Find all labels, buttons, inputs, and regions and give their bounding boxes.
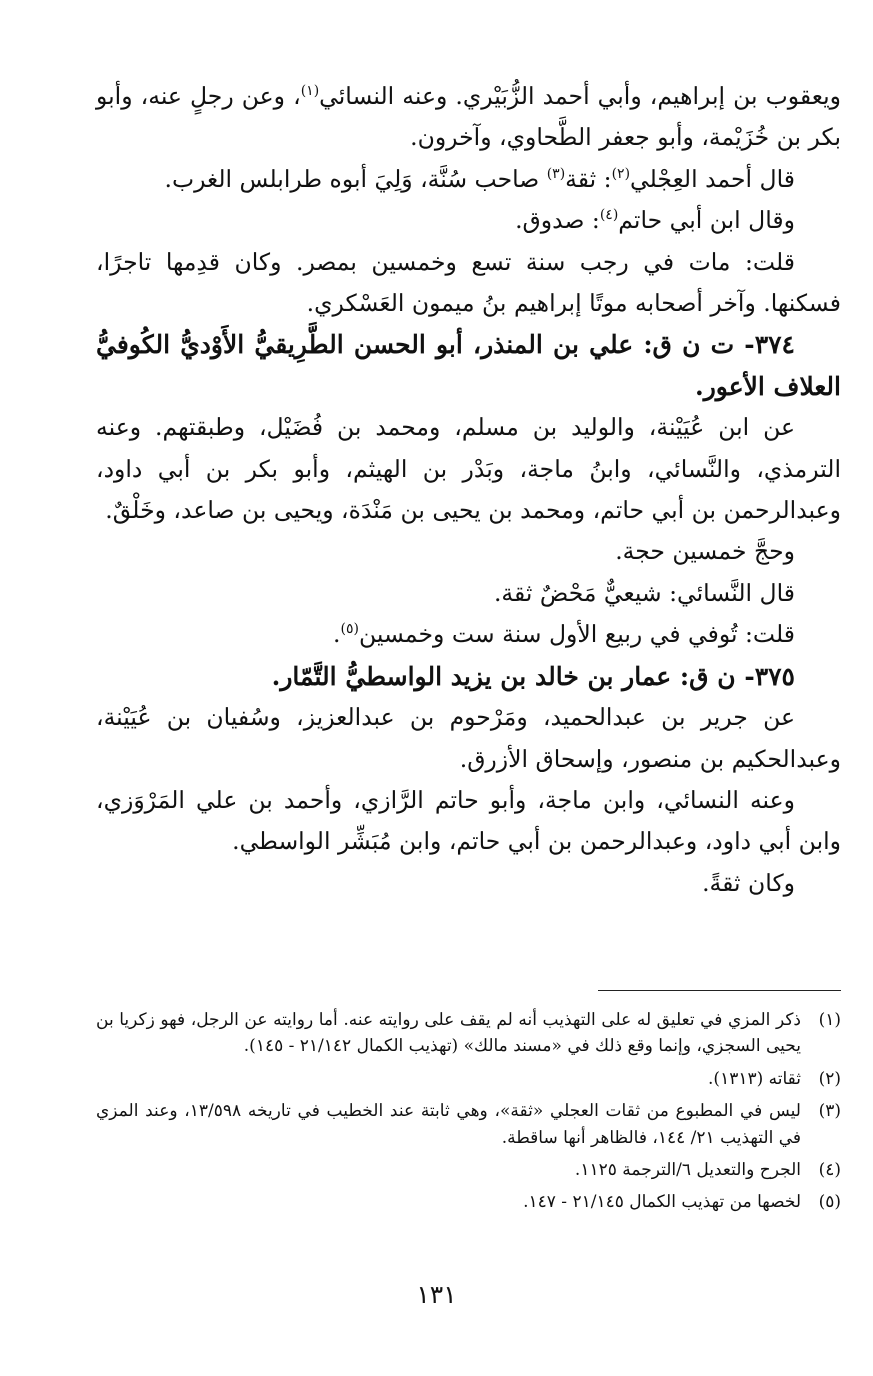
footnote: [96, 1098, 841, 1151]
main-text: [96, 76, 841, 904]
footnote: [96, 1066, 841, 1092]
footnote-text: الجرح والتعديل ٦/الترجمة ١١٢٥.: [574, 1160, 801, 1181]
footnote-ref[interactable]: (٤): [599, 207, 619, 224]
entry-heading-375: ٣٧٥- ن ق: عمار بن خالد بن يزيد الواسطيُّ التَّمّار.: [271, 661, 795, 691]
footnote-number: (٢): [818, 1068, 841, 1089]
paragraph: عن ابن عُيَيْنة، والوليد بن مسلم، ومحمد بن فُضَيْل، وطبقتهم. وعنه الترمذي، والنَّسائي، وابنُ ماجة، وبَدْر بن الهيثم، وأبو بكر بن أبي داود، وعبدالرحمن بن أبي حاتم، ومحمد بن يحيى بن مَنْدَة، ويحيى بن صاعد، وخَلْقٌ.: [96, 413, 841, 525]
paragraph: وكان ثقةً.: [702, 868, 795, 897]
paragraph: قلت: تُوفي في ربيع الأول سنة ست وخمسين$^{(٥)}$.: [333, 620, 795, 649]
paragraph: قال أحمد العِجْلي$^{(٢)}$: ثقة$^{(٣)}$ صاحب سُنَّة، وَلِيَ أبوه طرابلس الغرب.: [164, 164, 795, 193]
entry-heading-374: ٣٧٤- ت ن ق: علي بن المنذر، أبو الحسن الطَّرِيقيُّ الأَوْديُّ الكُوفيُّ العلاف الأعور.: [96, 330, 841, 401]
footnote-text: ذكر المزي في تعليق له على التهذيب أنه لم يقف على روايته عنه. أما روايته عن الرجل، فهو زكريا بن يحيى السجزي، وإنما وقع ذلك في «مسند مالك» (تهذيب الكمال ٢١/١٤٢ - ١٤٥).: [96, 1010, 801, 1057]
footnote-divider: [598, 990, 841, 991]
footnote: [96, 1189, 841, 1215]
paragraph: وقال ابن أبي حاتم$^{(٤)}$: صدوق.: [515, 206, 795, 235]
footnote: [96, 1157, 841, 1183]
footnote-text: ليس في المطبوع من ثقات العجلي «ثقة»، وهي ثابتة عند الخطيب في تاريخه ١٣/٥٩٨، وعند المزي في التهذيب ٢١/ ١٤٤، فالظاهر أنها ساقطة.: [96, 1101, 801, 1148]
paragraph: ويعقوب بن إبراهيم، وأبي أحمد الزُّبَيْري. وعنه النسائي$^{(١)}$، وعن رجلٍ عنه، وأبو بكر بن خُزَيْمة، وأبو جعفر الطَّحاوي، وآخرون.: [96, 82, 841, 152]
footnote-number: (٣): [818, 1101, 841, 1122]
footnote-text: ثقاته (١٣١٣).: [708, 1068, 801, 1089]
paragraph: عن جرير بن عبدالحميد، ومَرْحوم بن عبدالعزيز، وسُفيان بن عُيَيْنة، وعبدالحكيم بن منصور، وإسحاق الأزرق.: [96, 703, 841, 773]
footnote-ref[interactable]: (٣): [546, 165, 566, 182]
footnote-ref[interactable]: (٢): [611, 165, 631, 182]
paragraph: وحجَّ خمسين حجة.: [615, 537, 795, 566]
page-number: ١٣١: [416, 1280, 457, 1309]
footnote-ref[interactable]: (٥): [340, 621, 359, 638]
footnotes: [96, 1007, 841, 1222]
footnote-number: (٥): [818, 1192, 841, 1213]
footnote: [96, 1007, 841, 1060]
footnote-text: لخصها من تهذيب الكمال ٢١/١٤٥ - ١٤٧.: [523, 1192, 801, 1213]
paragraph: وعنه النسائي، وابن ماجة، وأبو حاتم الرَّازي، وأحمد بن علي المَرْوَزي، وابن أبي داود، وعبدالرحمن بن أبي حاتم، وابن مُبَشِّر الواسطي.: [96, 785, 841, 856]
footnote-ref[interactable]: (١): [300, 83, 320, 99]
paragraph: قال النَّسائي: شيعيٌّ مَحْضٌ ثقة.: [493, 578, 795, 607]
footnote-number: (١): [818, 1010, 841, 1030]
footnote-number: (٤): [818, 1160, 841, 1181]
paragraph: قلت: مات في رجب سنة تسع وخمسين بمصر. وكان قدِمها تاجرًا، فسكنها. وآخر أصحابه موتًا إبراهيم بنُ ميمون العَسْكري.: [96, 247, 841, 318]
